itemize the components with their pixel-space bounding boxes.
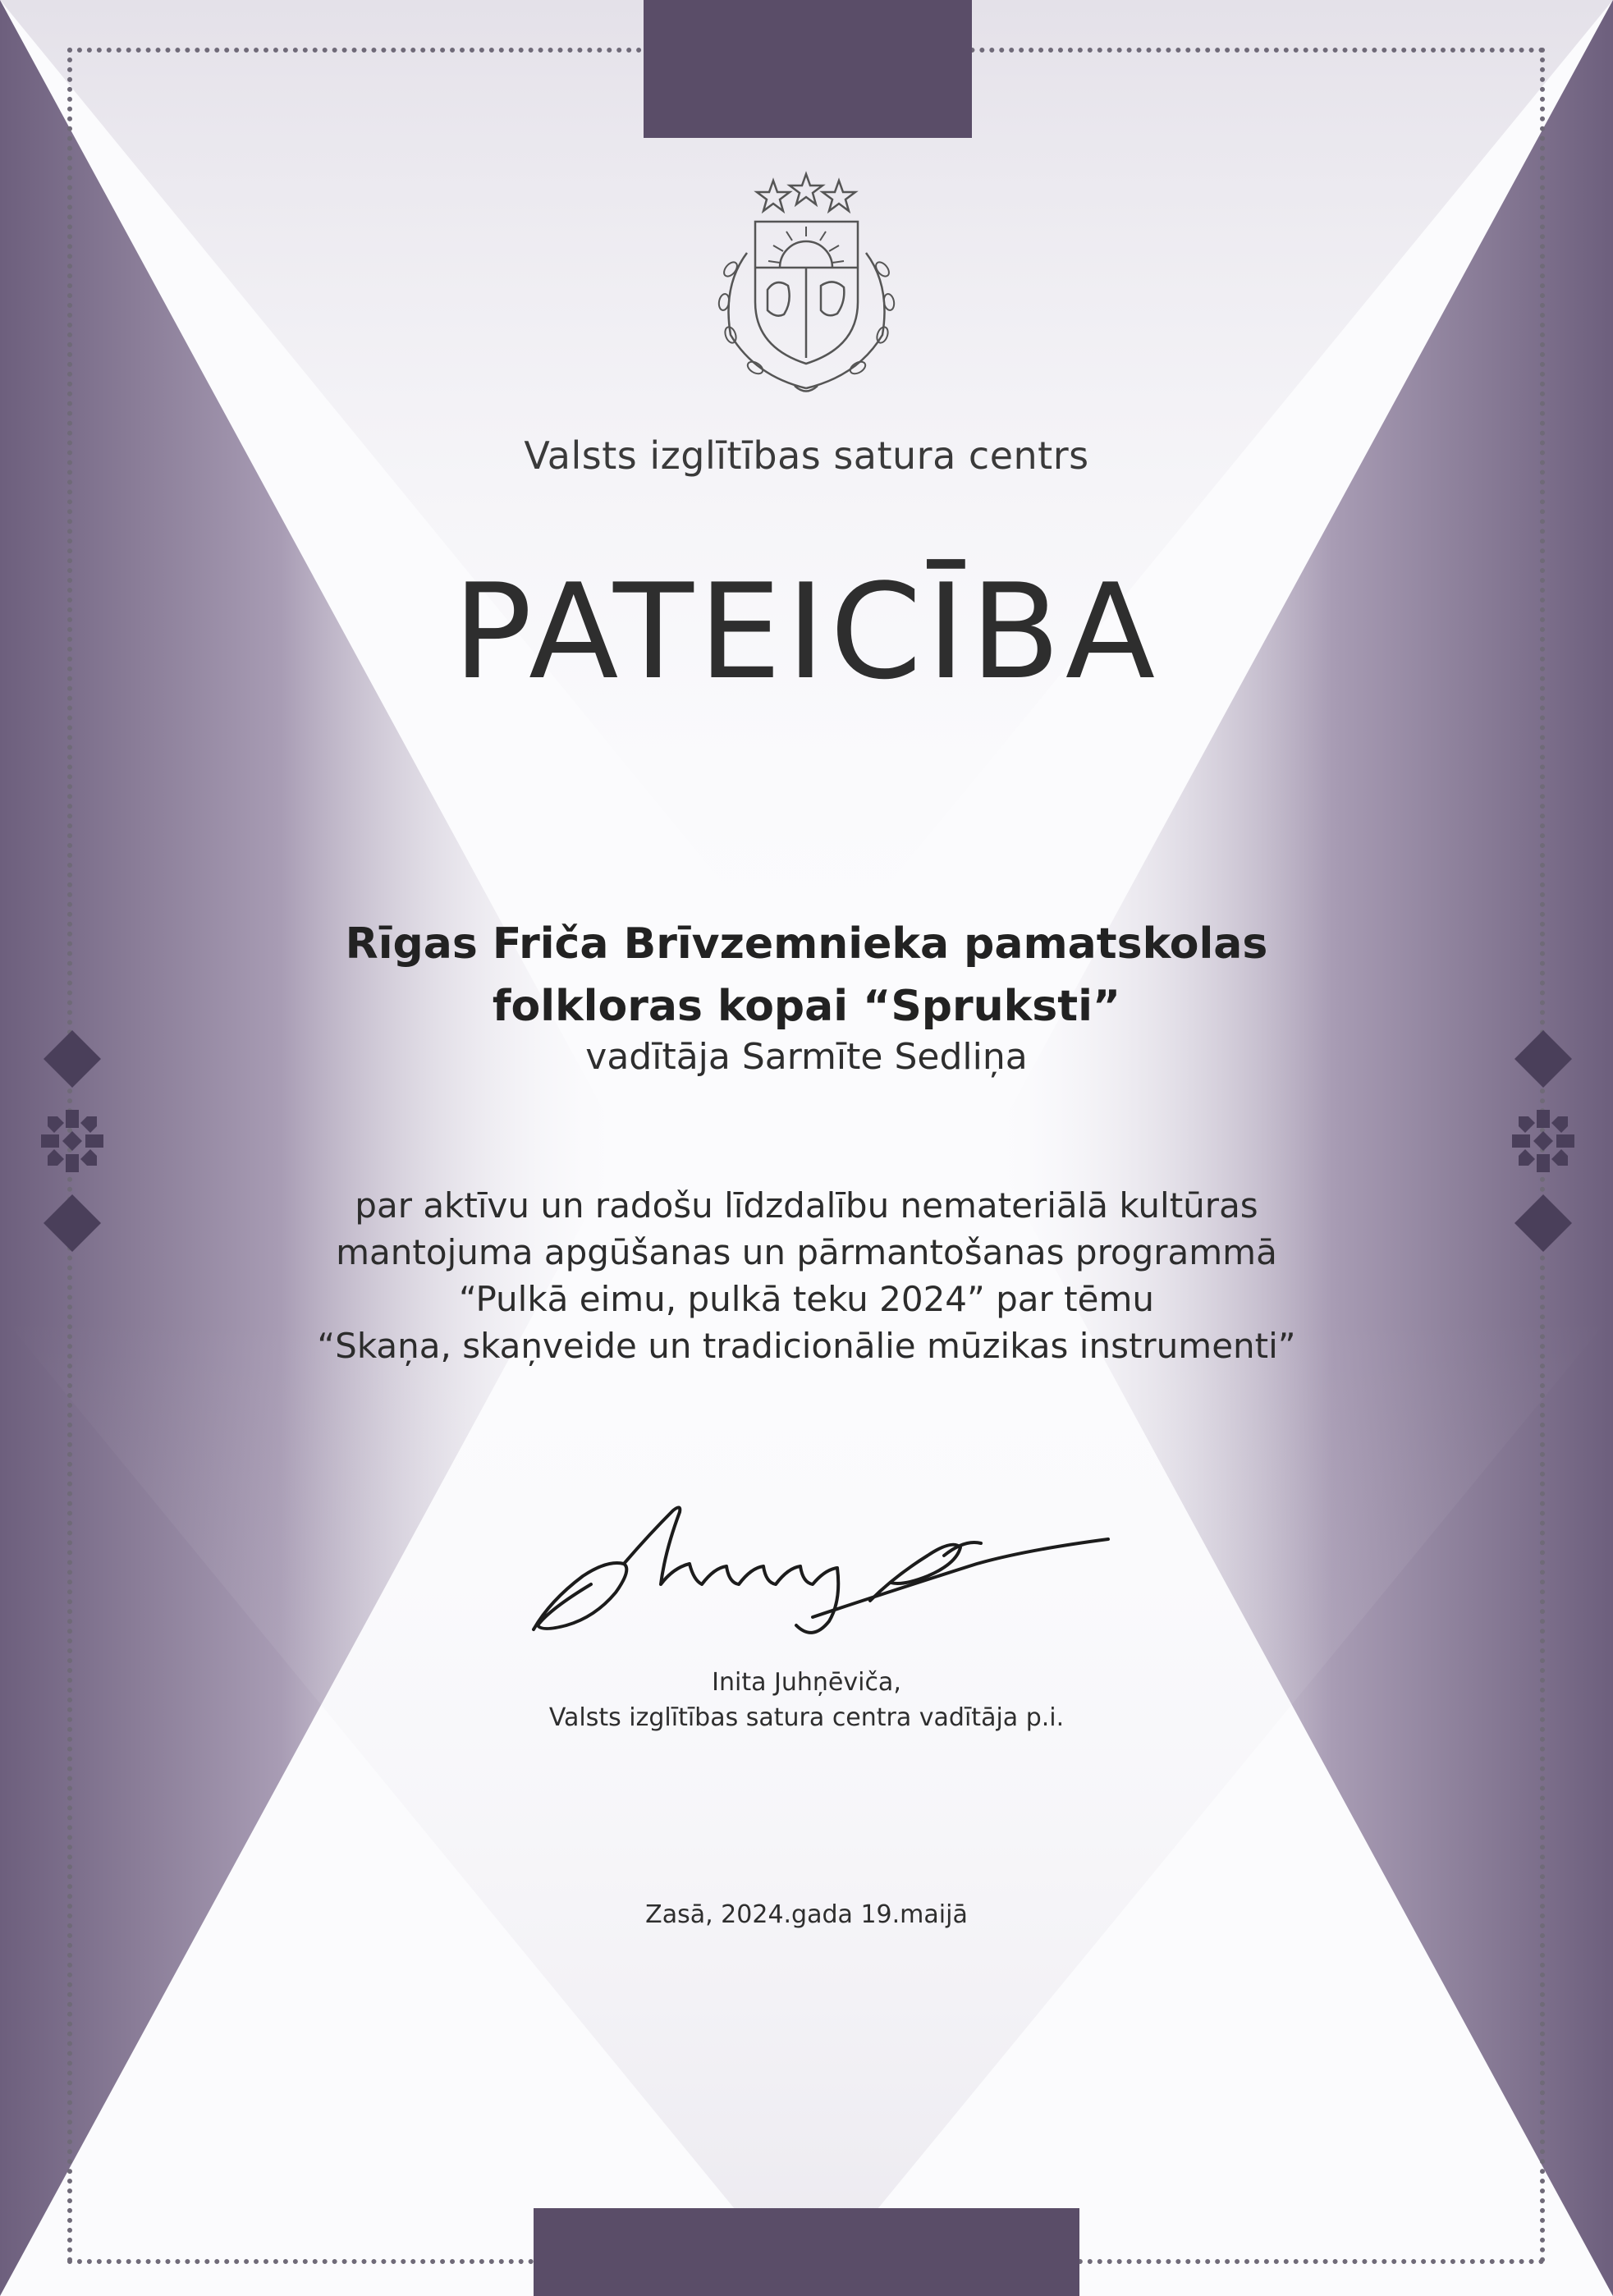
recipient-name xyxy=(0,913,1613,1038)
top-accent-block xyxy=(644,0,972,138)
certificate-title: PATEICĪBA xyxy=(452,555,1161,708)
signatory-name: Inita Juhņēviča, xyxy=(712,1668,901,1697)
body-line-3: “Pulkā eimu, pulkā teku 2024” par tēmu xyxy=(458,1279,1154,1319)
recipient-leader: vadītāja Sarmīte Sedliņa xyxy=(585,1036,1028,1078)
bottom-accent-block xyxy=(534,2208,1079,2296)
latvia-coat-of-arms-icon xyxy=(698,171,915,401)
recipient-line-2: folkloras kopai “Spruksti” xyxy=(492,982,1121,1031)
handwritten-signature xyxy=(517,1478,1125,1658)
body-line-1: par aktīvu un radošu līdzdalību nemateriālā kultūras xyxy=(355,1185,1258,1226)
recipient-line-1: Rīgas Friča Brīvzemnieka pamatskolas xyxy=(345,919,1268,969)
signatory xyxy=(0,1665,1613,1735)
certificate-body xyxy=(0,1182,1613,1369)
issue-date: Zasā, 2024.gada 19.maijā xyxy=(645,1900,968,1929)
body-line-4: “Skaņa, skaņveide un tradicionālie mūzikas instrumenti” xyxy=(317,1326,1296,1366)
body-line-2: mantojuma apgūšanas un pārmantošanas programmā xyxy=(336,1232,1277,1272)
signatory-position: Valsts izglītības satura centra vadītāja p.i. xyxy=(548,1703,1065,1732)
issuing-organization: Valsts izglītības satura centrs xyxy=(524,433,1089,478)
